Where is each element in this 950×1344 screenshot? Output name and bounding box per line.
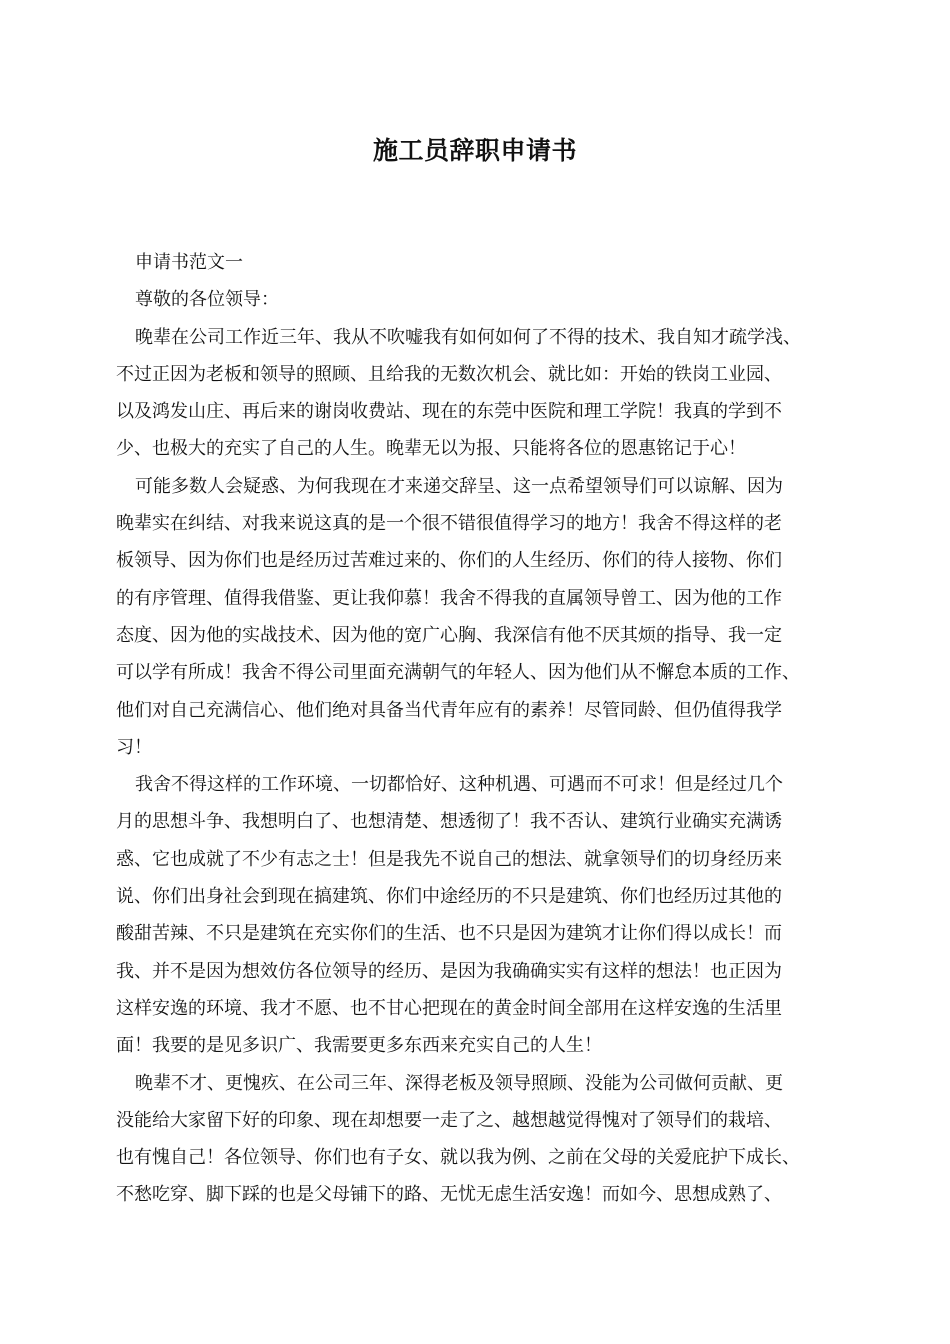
body-text-line: 他们对自己充满信心、他们绝对具备当代青年应有的素养！尽管同龄、但仍值得我学 (116, 699, 782, 721)
body-text-line: 不愁吃穿、脚下踩的也是父母铺下的路、无忧无虑生活安逸！而如今、思想成熟了、 (116, 1184, 782, 1206)
body-text-line: 也有愧自己！各位领导、你们也有子女、就以我为例、之前在父母的关爱庇护下成长、 (116, 1147, 800, 1169)
body-text-line: 板领导、因为你们也是经历过苦难过来的、你们的人生经历、你们的待人接物、你们 (116, 550, 782, 572)
body-text-line: 不过正因为老板和领导的照顾、且给我的无数次机会、就比如：开始的铁岗工业园、 (116, 363, 782, 385)
document-title: 施工员辞职申请书 (372, 136, 577, 165)
body-text-line: 这样安逸的环境、我才不愿、也不甘心把现在的黄金时间全部用在这样安逸的生活里 (116, 997, 782, 1019)
body-text-line: 态度、因为他的实战技术、因为他的宽广心胸、我深信有他不厌其烦的指导、我一定 (116, 624, 782, 646)
body-text-line: 尊敬的各位领导： (135, 289, 279, 311)
body-text-line: 我、并不是因为想效仿各位领导的经历、是因为我确确实实有这样的想法！也正因为 (116, 960, 782, 982)
body-text-line: 惑、它也成就了不少有志之士！但是我先不说自己的想法、就拿领导们的切身经历来 (116, 848, 782, 870)
body-text-line: 酸甜苦辣、不只是建筑在充实你们的生活、也不只是因为建筑才让你们得以成长！而 (116, 923, 782, 945)
document-body (116, 244, 844, 1214)
body-text-line: 的有序管理、值得我借鉴、更让我仰慕！我舍不得我的直属领导曾工、因为他的工作 (116, 587, 782, 609)
body-text-line: 面！我要的是见多识广、我需要更多东西来充实自己的人生！ (116, 1035, 602, 1057)
body-text-line: 没能给大家留下好的印象、现在却想要一走了之、越想越觉得愧对了领导们的栽培、 (116, 1109, 782, 1131)
body-text-line: 晚辈在公司工作近三年、我从不吹嘘我有如何如何了不得的技术、我自知才疏学浅、 (135, 326, 801, 348)
body-text-line: 说、你们出身社会到现在搞建筑、你们中途经历的不只是建筑、你们也经历过其他的 (116, 886, 782, 908)
body-text-line: 可能多数人会疑惑、为何我现在才来递交辞呈、这一点希望领导们可以谅解、因为 (135, 475, 783, 497)
body-text-line: 可以学有所成！我舍不得公司里面充满朝气的年轻人、因为他们从不懈怠本质的工作、 (116, 662, 800, 684)
body-text-line: 习！ (116, 736, 152, 758)
body-text-line: 申请书范文一 (135, 252, 243, 273)
body-text-line: 晚辈不才、更愧疚、在公司三年、深得老板及领导照顾、没能为公司做何贡献、更 (135, 1072, 783, 1094)
body-text-line: 少、也极大的充实了自己的人生。晚辈无以为报、只能将各位的恩惠铭记于心！ (116, 438, 746, 460)
body-text-line: 晚辈实在纠结、对我来说这真的是一个很不错很值得学习的地方！我舍不得这样的老 (116, 513, 782, 535)
body-text-line: 月的思想斗争、我想明白了、也想清楚、想透彻了！我不否认、建筑行业确实充满诱 (116, 811, 782, 833)
body-text-line: 以及鸿发山庄、再后来的谢岗收费站、现在的东莞中医院和理工学院！我真的学到不 (116, 401, 782, 423)
body-text-line: 我舍不得这样的工作环境、一切都恰好、这种机遇、可遇而不可求！但是经过几个 (135, 774, 783, 796)
